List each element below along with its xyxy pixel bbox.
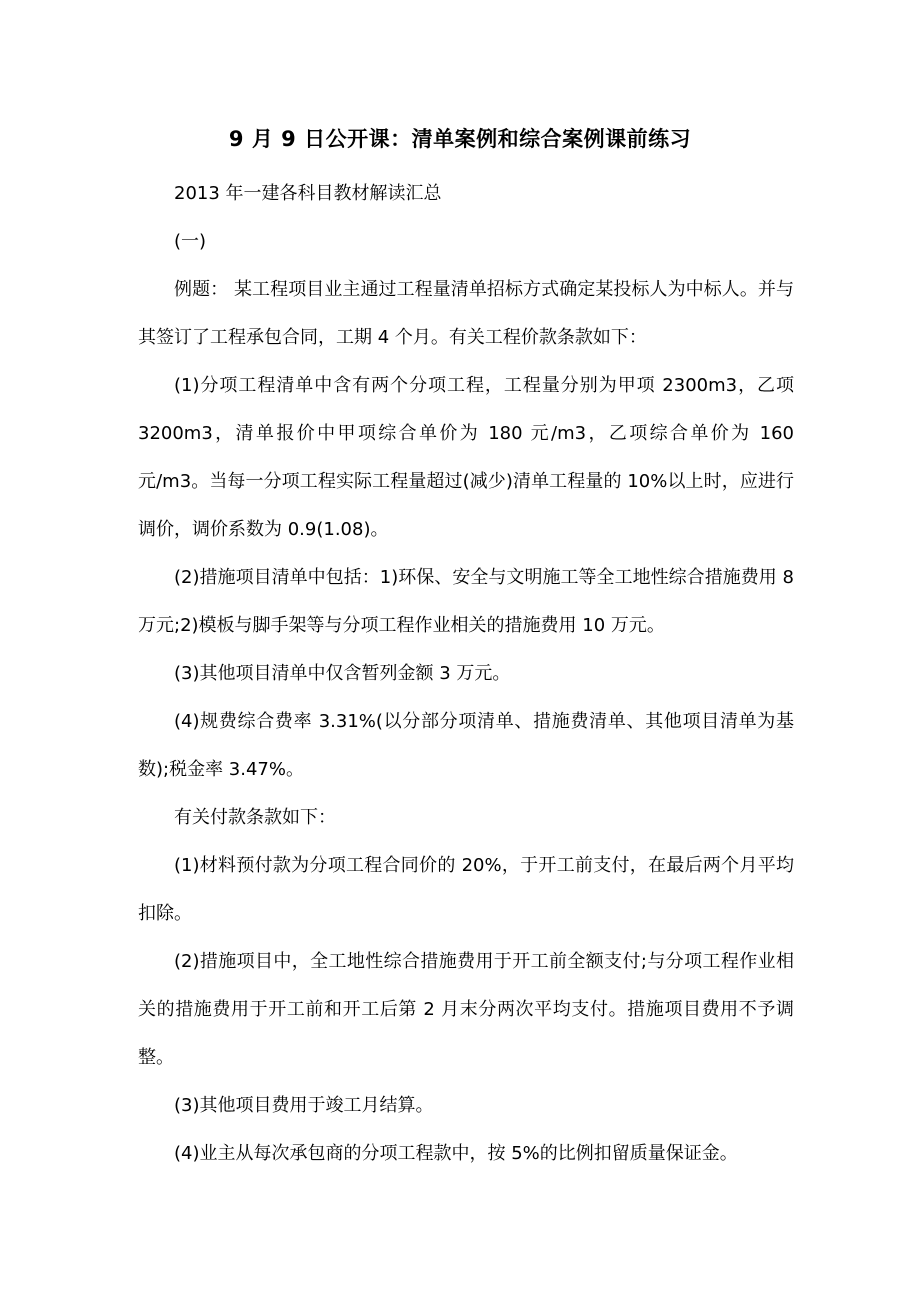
document-title: 9 月 9 日公开课：清单案例和综合案例课前练习	[228, 127, 692, 151]
document-body	[138, 170, 794, 1178]
paragraph-section-marker: (一)	[174, 231, 207, 252]
paragraph-example-intro: 例题： 某工程项目业主通过工程量清单招标方式确定某投标人为中标人。并与其签订了工程承包合同，工期 4 个月。有关工程价款条款如下：	[138, 279, 794, 348]
paragraph-item-4: (4)规费综合费率 3.31%(以分部分项清单、措施费清单、其他项目清单为基数);税金率 3.47%。	[138, 711, 794, 780]
paragraph-payment-3: (3)其他项目费用于竣工月结算。	[174, 1095, 434, 1116]
paragraph-payment-4: (4)业主从每次承包商的分项工程款中，按 5%的比例扣留质量保证金。	[174, 1143, 738, 1164]
paragraph-payment-heading: 有关付款条款如下：	[174, 807, 336, 828]
paragraph-item-3: (3)其他项目清单中仅含暂列金额 3 万元。	[174, 663, 511, 684]
paragraph-payment-1: (1)材料预付款为分项工程合同价的 20%，于开工前支付，在最后两个月平均扣除。	[138, 855, 794, 924]
paragraph-item-1: (1)分项工程清单中含有两个分项工程，工程量分别为甲项 2300m3，乙项 3200m3，清单报价中甲项综合单价为 180 元/m3，乙项综合单价为 160 元/m3。当每一分项工程实际工程量超过(减少)清单工程量的 10%以上时，应进行调价，调价系数为 0.9(1.08)。	[138, 375, 794, 540]
paragraph-item-2: (2)措施项目清单中包括：1)环保、安全与文明施工等全工地性综合措施费用 8 万元;2)模板与脚手架等与分项工程作业相关的措施费用 10 万元。	[138, 567, 794, 636]
paragraph-payment-2: (2)措施项目中，全工地性综合措施费用于开工前全额支付;与分项工程作业相关的措施费用于开工前和开工后第 2 月末分两次平均支付。措施项目费用不予调整。	[138, 951, 794, 1068]
paragraph-subtitle: 2013 年一建各科目教材解读汇总	[174, 183, 442, 204]
